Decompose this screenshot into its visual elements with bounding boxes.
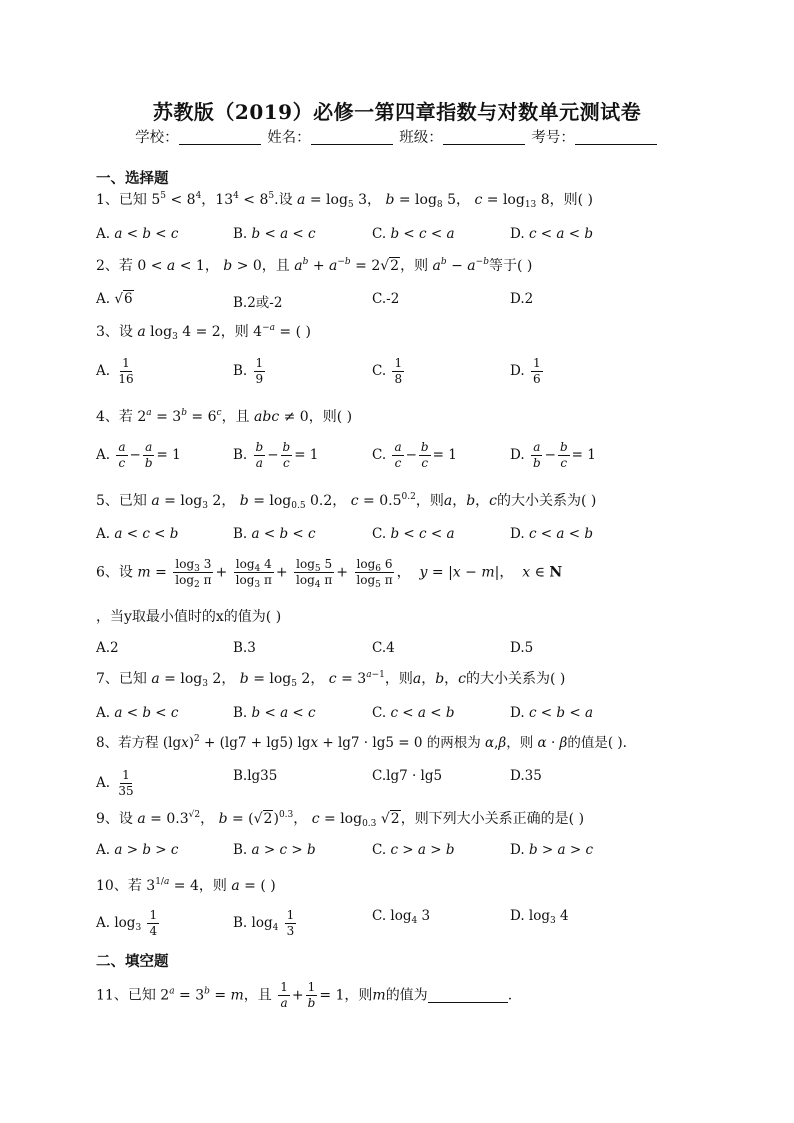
exam-no-label: 考号： [531, 130, 575, 146]
option-a[interactable]: A. $\frac{1}{35}$ [96, 768, 134, 798]
question-6: 6、设 m = $\frac{\log_3 3}{\log_2 \pi}$ + $\frac{\log_4 4}{\log_3 \pi}$ + $\frac{\log_5 5}{\log_4 \pi}$ + $\frac{\log_6 6}{\log_5 \pi}$ ， y = |x − m|， x ∈ N [96, 557, 563, 590]
option-a[interactable]: A. a < c < b [96, 526, 179, 542]
option-b[interactable]: B.3 [233, 640, 256, 656]
school-blank[interactable] [179, 130, 261, 145]
question-3: 3、设 a $\log_3 4 = 2$，则 $4^{-a}$ = ( ) [96, 323, 311, 342]
option-d[interactable]: D. b > a > c [510, 842, 594, 858]
option-c[interactable]: C. b < c < a [372, 226, 455, 242]
exam-no-blank[interactable] [575, 130, 657, 145]
option-b[interactable]: B.2或-2 [233, 295, 283, 311]
option-c[interactable]: C. c < a < b [372, 705, 455, 721]
option-a[interactable]: A. $\frac{a}{c}$ − $\frac{a}{b}$ = 1 [96, 440, 181, 470]
option-d[interactable]: D. $\frac{1}{6}$ [510, 356, 541, 386]
question-9: 9、设 $a = 0.3^{√2}$， $b = (√2)^{0.3}$， $c = \log_{0.3} √2$，则下列大小关系正确的是( ) [96, 810, 585, 829]
option-b[interactable]: B. $\frac{b}{a}$ − $\frac{b}{c}$ = 1 [233, 440, 319, 470]
class-label: 班级： [399, 130, 443, 146]
option-c[interactable]: C. $\frac{1}{8}$ [372, 356, 403, 386]
option-d[interactable]: D. $\log_3 4$ [510, 908, 569, 926]
option-b[interactable]: B. a < b < c [233, 526, 316, 542]
section-fill: 二、填空题 [96, 953, 169, 970]
class-blank[interactable] [443, 130, 525, 145]
option-d[interactable]: D.2 [510, 291, 534, 307]
option-c[interactable]: C. c > a > b [372, 842, 455, 858]
question-2: 2、若 0 < a < 1， b > 0，且 $a^b + a^{-b} = 2√2$，则 $a^b - a^{-b}$等于( ) [96, 257, 533, 274]
option-d[interactable]: D.35 [510, 768, 542, 784]
option-d[interactable]: D.5 [510, 640, 534, 656]
question-11: 11、已知 $2^a = 3^b = m$，且 $\frac{1}{a}$ + $\frac{1}{b}$ = 1，则m的值为 . [96, 980, 513, 1010]
option-b[interactable]: B. a > c > b [233, 842, 316, 858]
option-c[interactable]: C. b < c < a [372, 526, 455, 542]
page-title: 苏教版（2019）必修一第四章指数与对数单元测试卷 [152, 100, 642, 124]
option-d[interactable]: D. $\frac{a}{b}$ − $\frac{b}{c}$ = 1 [510, 440, 596, 470]
question-7: 7、已知 $a = \log_3 2$， $b = \log_5 2$， $c = 3^{a-1}$，则a，b，c的大小关系为( ) [96, 670, 566, 689]
option-a[interactable]: A. $\log_3$ $\frac{1}{4}$ [96, 908, 158, 938]
option-b[interactable]: B.lg35 [233, 768, 278, 784]
option-a[interactable]: A.2 [96, 640, 119, 656]
school-label: 学校： [135, 130, 179, 146]
option-a[interactable]: A. a > b > c [96, 842, 179, 858]
option-c[interactable]: C.lg7 · lg5 [372, 768, 443, 784]
question-1: 1、已知 $5^5 < 8^4$，$13^4 < 8^5$.设 $a = \log_5 3$， $b = \log_8 5$， $c = \log_{13} 8$，则( ) [96, 191, 593, 210]
question-4: 4、若 $2^a = 3^b = 6^c$，且 abc ≠ 0，则( ) [96, 408, 353, 425]
name-blank[interactable] [311, 130, 393, 145]
option-c[interactable]: C.4 [372, 640, 395, 656]
option-a[interactable]: A. √6 [96, 291, 133, 307]
option-b[interactable]: B. b < a < c [233, 705, 316, 721]
question-6-cont: ，当y取最小值时的x的值为( ) [96, 609, 282, 625]
option-c[interactable]: C. $\frac{a}{c}$ − $\frac{b}{c}$ = 1 [372, 440, 457, 470]
option-d[interactable]: D. c < a < b [510, 226, 594, 242]
question-5: 5、已知 $a = \log_3 2$， $b = \log_{0.5} 0.2$， $c = 0.5^{0.2}$，则a，b，c的大小关系为( ) [96, 492, 597, 511]
option-d[interactable]: D. c < b < a [510, 705, 594, 721]
option-a[interactable]: A. a < b < c [96, 705, 179, 721]
question-8: 8、若方程 $(\lg x)^2 + (\lg 7 + \lg 5) \lg x + \lg 7 \cdot \lg 5 = 0$ 的两根为 α,β，则 α · β的值是( ). [96, 734, 627, 751]
answer-blank[interactable] [428, 988, 508, 1003]
question-10: 10、若 $3^{1/a} = 4$，则 a = ( ) [96, 877, 276, 894]
option-b[interactable]: B. b < a < c [233, 226, 316, 242]
section-choice: 一、选择题 [96, 170, 169, 187]
option-c[interactable]: C. $\log_4 3$ [372, 908, 431, 926]
option-c[interactable]: C.-2 [372, 291, 400, 307]
student-info [0, 126, 794, 147]
name-label: 姓名： [267, 130, 311, 146]
option-d[interactable]: D. c < a < b [510, 526, 594, 542]
option-b[interactable]: B. $\frac{1}{9}$ [233, 356, 264, 386]
option-a[interactable]: A. $\frac{1}{16}$ [96, 356, 134, 386]
option-b[interactable]: B. $\log_4$ $\frac{1}{3}$ [233, 908, 295, 938]
option-a[interactable]: A. a < b < c [96, 226, 179, 242]
